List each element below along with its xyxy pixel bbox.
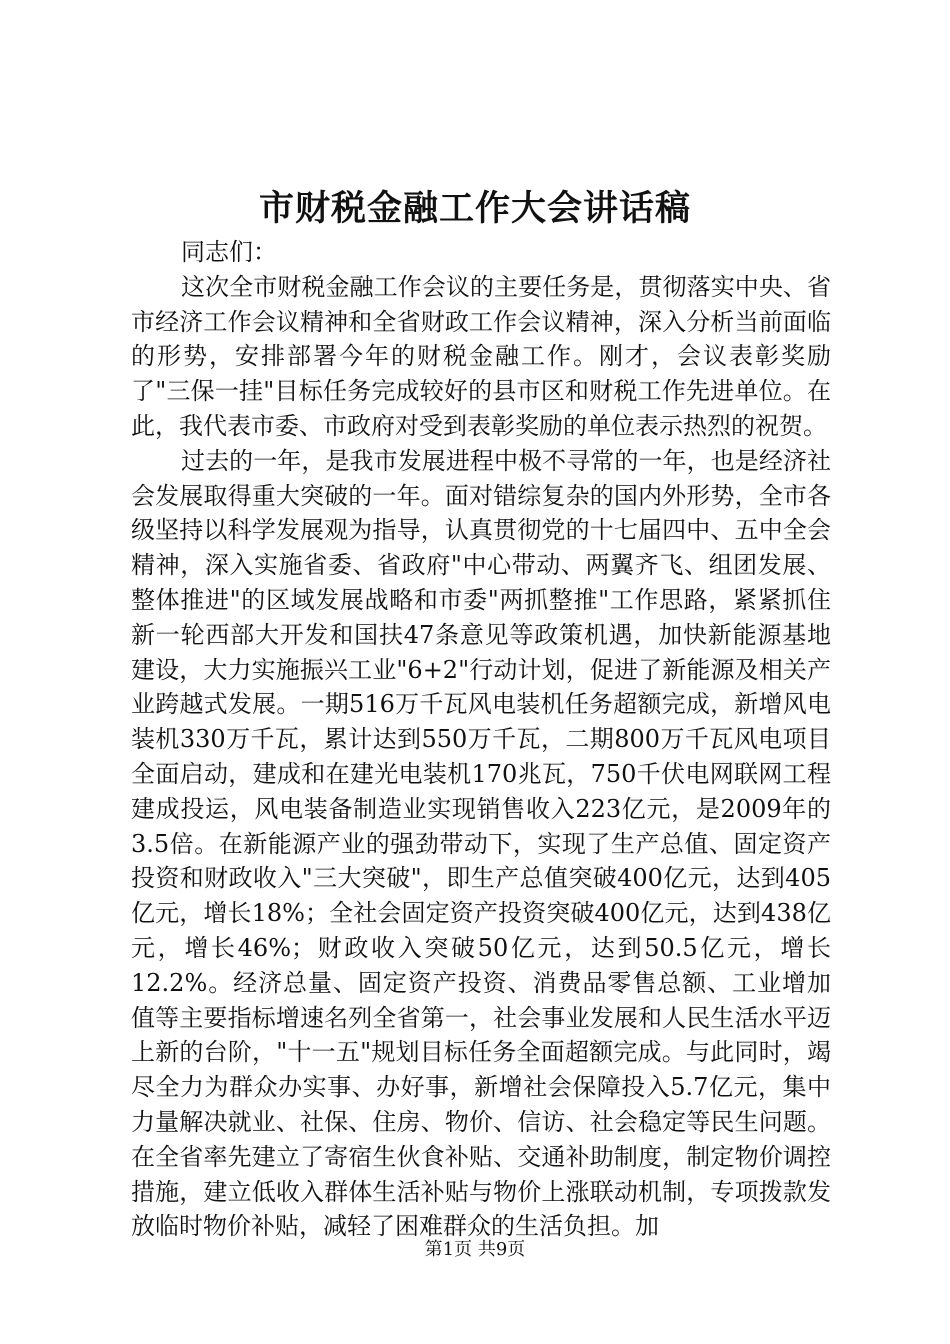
body-paragraph: 这次全市财税金融工作会议的主要任务是，贯彻落实中央、省市经济工作会议精神和全省财政工作会议精神，深入分析当前面临的形势，安排部署今年的财税金融工作。刚才，会议表彰奖励了"三保一挂"目标任务完成较好的县市区和财税工作先进单位。在此，我代表市委、市政府对受到表彰奖励的单位表示热烈的祝贺。: [131, 272, 831, 440]
salutation-paragraph: 同志们：: [181, 238, 277, 266]
page-number-footer: 第1页 共9页: [424, 1239, 526, 1260]
document-title: 市财税金融工作大会讲话稿: [258, 188, 691, 229]
document-body: [131, 235, 831, 1244]
body-paragraph: 过去的一年，是我市发展进程中极不寻常的一年，也是经济社会发展取得重大突破的一年。面对错综复杂的国内外形势，全市各级坚持以科学发展观为指导，认真贯彻党的十七届四中、五中全会精神，深入实施省委、省政府"中心带动、两翼齐飞、组团发展、整体推进"的区域发展战略和市委"两抓整推"工作思路，紧紧抓住新一轮西部大开发和国扶47条意见等政策机遇，加快新能源基地建设，大力实施振兴工业"6+2"行动计划，促进了新能源及相关产业跨越式发展。一期516万千瓦风电装机任务超额完成，新增风电装机330万千瓦，累计达到550万千瓦，二期800万千瓦风电项目全面启动，建成和在建光电装机170兆瓦，750千伏电网联网工程建成投运，风电装备制造业实现销售收入223亿元，是2009年的3.5倍。在新能源产业的强劲带动下，实现了生产总值、固定资产投资和财政收入"三大突破"，即生产总值突破400亿元，达到405亿元，增长18%；全社会固定资产投资突破400亿元，达到438亿元，增长46%；财政收入突破50亿元，达到50.5亿元，增长12.2%。经济总量、固定资产投资、消费品零售总额、工业增加值等主要指标增速名列全省第一，社会事业发展和人民生活水平迈上新的台阶，"十一五"规划目标任务全面超额完成。与此同时，竭尽全力为群众办实事、办好事，新增社会保障投入5.7亿元，集中力量解决就业、社保、住房、物价、信访、社会稳定等民生问题。在全省率先建立了寄宿生伙食补贴、交通补助制度，制定物价调控措施，建立低收入群体生活补贴与物价上涨联动机制，专项拨款发放临时物价补贴，减轻了困难群众的生活负担。加: [131, 446, 831, 1241]
